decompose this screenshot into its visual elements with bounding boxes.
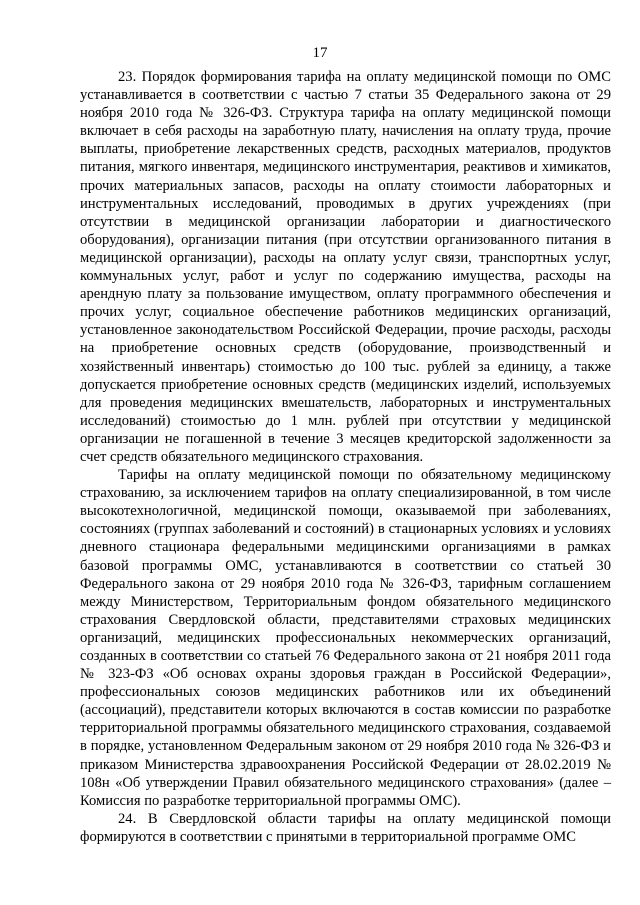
paragraph-item-24: 24. В Свердловской области тарифы на оплату медицинской помощи формируются в соответствии с принятыми в территориальной программе ОМС <box>80 810 611 845</box>
paragraph-tariffs-oms: Тарифы на оплату медицинской помощи по обязательному медицинскому страхованию, за исключением тарифов на оплату специализированной, в том числе высокотехнологичной, медицинской помощи, оказываемой при заболеваниях, состояниях (группах заболеваний и состояний) в стационарных условиях и условиях дневного стационара федеральными медицинскими организациями в рамках базовой программы ОМС, устанавливаются в соответствии со статьей 30 Федерального закона от 29 ноября 2010 года № 326-ФЗ, тарифным соглашением между Министерством, Территориальным фондом обязательного медицинского страхования Свердловской области, представителями страховых медицинских организаций, медицинских профессиональных некоммерческих организаций, созданных в соответствии со статьей 76 Федерального закона от 21 ноября 2011 года № 323-ФЗ «Об основах охраны здоровья граждан в Российской Федерации», профессиональных союзов медицинских работников или их объединений (ассоциаций), представители которых включаются в состав комиссии по разработке территориальной программы обязательного медицинского страхования, создаваемой в порядке, установленном Федеральным законом от 29 ноября 2010 года № 326-ФЗ и приказом Министерства здравоохранения Российской Федерации от 28.02.2019 № 108н «Об утверждении Правил обязательного медицинского страхования» (далее – Комиссия по разработке территориальной программы ОМС). <box>80 467 611 809</box>
document-body <box>80 68 611 846</box>
page-number: 17 <box>312 45 328 61</box>
paragraph-item-23: 23. Порядок формирования тарифа на оплату медицинской помощи по ОМС устанавливается в соответствии с частью 7 статьи 35 Федерального закона от 29 ноября 2010 года № 326-ФЗ. Структура тарифа на оплату медицинской помощи включает в себя расходы на заработную плату, начисления на оплату труда, прочие выплаты, приобретение лекарственных средств, расходных материалов, продуктов питания, мягкого инвентаря, медицинского инструментария, реактивов и химикатов, прочих материальных запасов, расходы на оплату стоимости лабораторных и инструментальных исследований, проводимых в других учреждениях (при отсутствии в медицинской организации лаборатории и диагностического оборудования), организации питания (при отсутствии организованного питания в медицинской организации), расходы на оплату услуг связи, транспортных услуг, коммунальных услуг, работ и услуг по содержанию имущества, расходы на арендную плату за пользование имуществом, оплату программного обеспечения и прочих услуг, социальное обеспечение работников медицинских организаций, установленное законодательством Российской Федерации, прочие расходы, расходы на приобретение основных средств (оборудование, производственный и хозяйственный инвентарь) стоимостью до 100 тыс. рублей за единицу, а также допускается приобретение основных средств (медицинских изделий, используемых для проведения медицинских вмешательств, лабораторных и инструментальных исследований) стоимостью до 1 млн. рублей при отсутствии у медицинской организации не погашенной в течение 3 месяцев кредиторской задолженности за счет средств обязательного медицинского страхования. <box>80 69 611 465</box>
